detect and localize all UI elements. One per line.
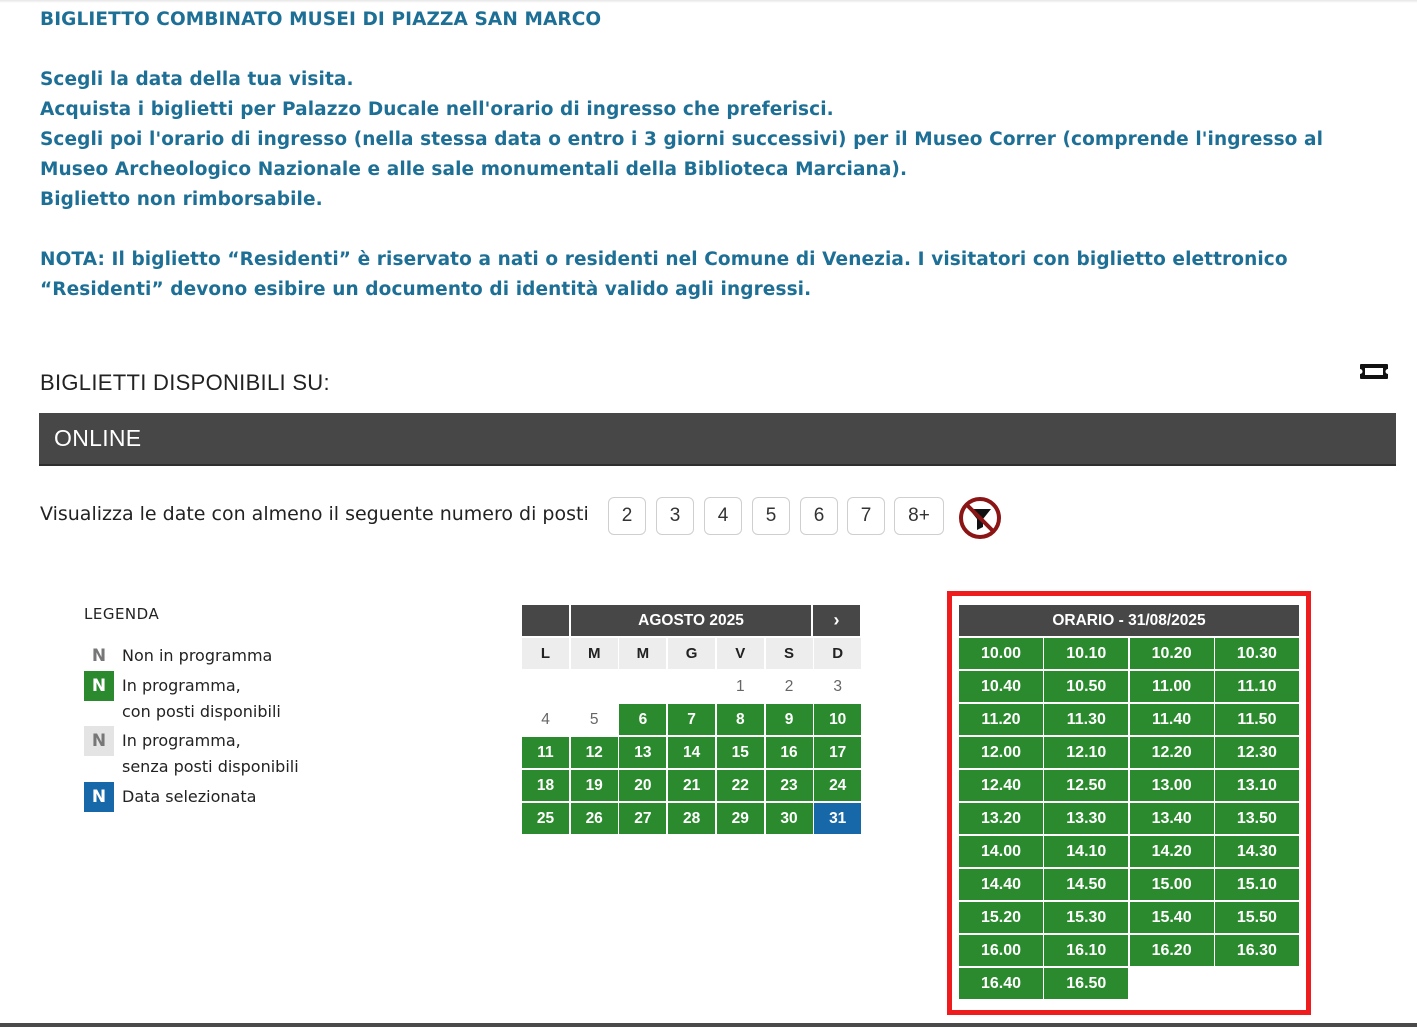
calendar-day-5: 5 [589,711,599,728]
seat-option-3[interactable]: 3 [656,497,694,535]
timeslot-15-00[interactable]: 15.00 [1130,869,1214,900]
calendar-day-6[interactable]: 6 [619,704,666,735]
timeslot-14-00[interactable]: 14.00 [959,836,1043,867]
calendar-day-22[interactable]: 22 [717,770,764,801]
seat-option-7[interactable]: 7 [847,497,885,535]
timeslot-10-30[interactable]: 10.30 [1215,638,1299,669]
online-channel-label: ONLINE [54,425,142,451]
legend-text-selected [122,784,256,810]
timeslot-13-30[interactable]: 13.30 [1044,803,1128,834]
calendar-day-14[interactable]: 14 [668,737,715,768]
timeslot-11-50[interactable]: 11.50 [1215,704,1299,735]
legend-label: In programma, [122,676,241,695]
timeslot-11-10[interactable]: 11.10 [1215,671,1299,702]
timeslot-13-50[interactable]: 13.50 [1215,803,1299,834]
timeslot-13-20[interactable]: 13.20 [959,803,1043,834]
timeslot-15-40[interactable]: 15.40 [1130,902,1214,933]
calendar-day-25[interactable]: 25 [522,803,569,834]
calendar-day-8[interactable]: 8 [717,704,764,735]
intro-text [40,5,1360,305]
top-shadow [0,0,1417,3]
calendar-day-13[interactable]: 13 [619,737,666,768]
legend-text-available [122,673,281,725]
calendar-day-16[interactable]: 16 [766,737,813,768]
weekday-header-sab: S [766,638,813,669]
weekday-header-lun: L [522,638,569,669]
timeslot-12-10[interactable]: 12.10 [1044,737,1128,768]
timeslot-11-20[interactable]: 11.20 [959,704,1043,735]
timeslot-15-30[interactable]: 15.30 [1044,902,1128,933]
calendar-day-26[interactable]: 26 [571,803,618,834]
timeslot-11-30[interactable]: 11.30 [1044,704,1128,735]
timeslot-16-30[interactable]: 16.30 [1215,935,1299,966]
seat-option-4[interactable]: 4 [704,497,742,535]
seat-option-5[interactable]: 5 [752,497,790,535]
intro-note: NOTA: Il biglietto “Residenti” è riservato a nati o residenti nel Comune di Venezia. I visitatori con biglietto elettronico “Residenti” devono esibire un documento di identità valido agli ingressi. [40,249,1288,300]
timeslot-16-20[interactable]: 16.20 [1130,935,1214,966]
timeslot-15-20[interactable]: 15.20 [959,902,1043,933]
calendar-day-3: 3 [833,678,842,695]
calendar-day-11[interactable]: 11 [522,737,569,768]
timeslot-14-30[interactable]: 14.30 [1215,836,1299,867]
timeslot-13-00[interactable]: 13.00 [1130,770,1214,801]
online-channel-bar[interactable] [39,413,1396,466]
calendar-day-1: 1 [735,678,745,695]
legend-label: Data selezionata [122,787,257,806]
weekday-header-ven: V [717,638,764,669]
legend-label: In programma, [122,731,241,750]
calendar-day-23[interactable]: 23 [766,770,813,801]
calendar-day-7[interactable]: 7 [668,704,715,735]
bottom-divider [0,1023,1417,1027]
calendar-day-27[interactable]: 27 [619,803,666,834]
legend-text-not-scheduled [122,643,272,669]
seat-option-8plus[interactable]: 8+ [894,497,944,535]
timeslot-10-10[interactable]: 10.10 [1044,638,1128,669]
timeslot-11-40[interactable]: 11.40 [1130,704,1214,735]
timeslot-14-20[interactable]: 14.20 [1130,836,1214,867]
calendar-day-12[interactable]: 12 [571,737,618,768]
timeslot-16-50[interactable]: 16.50 [1044,968,1128,999]
intro-line-refund: Biglietto non rimborsabile. [40,189,323,210]
weekday-header-mar: M [571,638,618,669]
calendar-day-9[interactable]: 9 [766,704,813,735]
calendar-day-17[interactable]: 17 [814,737,861,768]
timeslot-12-30[interactable]: 12.30 [1215,737,1299,768]
timeslot-13-40[interactable]: 13.40 [1130,803,1214,834]
weekday-header-dom: D [814,638,861,669]
timeslot-10-20[interactable]: 10.20 [1130,638,1214,669]
legend-box-not-scheduled: N [91,646,107,666]
timeslot-header: ORARIO - 31/08/2025 [959,605,1299,636]
calendar-day-2: 2 [784,678,794,695]
seat-option-2[interactable]: 2 [608,497,646,535]
timeslot-13-10[interactable]: 13.10 [1215,770,1299,801]
intro-line-correr: Scegli poi l'orario di ingresso (nella stessa data o entro i 3 giorni successivi) per il Museo Correr (comprende l'ingresso al Museo Archeologico Nazionale e alle sale monumentali della Biblioteca Marciana). [40,129,1324,180]
seat-option-6[interactable]: 6 [800,497,838,535]
timeslot-15-50[interactable]: 15.50 [1215,902,1299,933]
seat-filter-label: Visualizza le date con almeno il seguente numero di posti [40,503,589,525]
legend-box-selected: N [84,782,114,812]
legend-text-sold-out [122,728,299,780]
intro-line-date: Scegli la data della tua visita. [40,69,354,90]
ticket-icon[interactable] [1359,363,1389,380]
calendar-day-31[interactable]: 31 [814,803,861,834]
calendar-day-24[interactable]: 24 [814,770,861,801]
calendar-day-18[interactable]: 18 [522,770,569,801]
timeslot-14-10[interactable]: 14.10 [1044,836,1128,867]
timeslot-12-20[interactable]: 12.20 [1130,737,1214,768]
weekday-header-gio: G [668,638,715,669]
timeslot-16-00[interactable]: 16.00 [959,935,1043,966]
legend-title: LEGENDA [84,605,160,623]
legend-box-sold-out: N [84,726,114,756]
timeslot-12-50[interactable]: 12.50 [1044,770,1128,801]
filter-off-icon[interactable] [958,496,1002,540]
calendar-day-10[interactable]: 10 [814,704,861,735]
calendar-month-label: AGOSTO 2025 [571,605,811,636]
timeslot-10-50[interactable]: 10.50 [1044,671,1128,702]
calendar-day-19[interactable]: 19 [571,770,618,801]
calendar-next-button[interactable]: › [813,605,860,636]
timeslot-10-00[interactable]: 10.00 [959,638,1043,669]
calendar-day-20[interactable]: 20 [619,770,666,801]
timeslot-16-40[interactable]: 16.40 [959,968,1043,999]
legend-sublabel: senza posti disponibili [122,757,299,776]
calendar-day-21[interactable]: 21 [668,770,715,801]
weekday-header-mer: M [619,638,666,669]
legend-box-available: N [84,671,114,701]
calendar-day-29[interactable]: 29 [717,803,764,834]
timeslot-14-50[interactable]: 14.50 [1044,869,1128,900]
timeslot-11-00[interactable]: 11.00 [1130,671,1214,702]
calendar-day-28[interactable]: 28 [668,803,715,834]
intro-title: BIGLIETTO COMBINATO MUSEI DI PIAZZA SAN MARCO [40,9,602,30]
calendar-day-4: 4 [541,711,550,728]
timeslot-16-10[interactable]: 16.10 [1044,935,1128,966]
timeslot-15-10[interactable]: 15.10 [1215,869,1299,900]
timeslot-14-40[interactable]: 14.40 [959,869,1043,900]
calendar-prev-placeholder [522,605,569,636]
calendar-day-15[interactable]: 15 [717,737,764,768]
availability-title: BIGLIETTI DISPONIBILI SU: [40,370,330,395]
calendar-day-30[interactable]: 30 [766,803,813,834]
timeslot-12-40[interactable]: 12.40 [959,770,1043,801]
legend-label: Non in programma [122,646,273,665]
timeslot-12-00[interactable]: 12.00 [959,737,1043,768]
intro-line-palazzo: Acquista i biglietti per Palazzo Ducale nell'orario di ingresso che preferisci. [40,99,834,120]
timeslot-10-40[interactable]: 10.40 [959,671,1043,702]
legend-sublabel: con posti disponibili [122,702,281,721]
